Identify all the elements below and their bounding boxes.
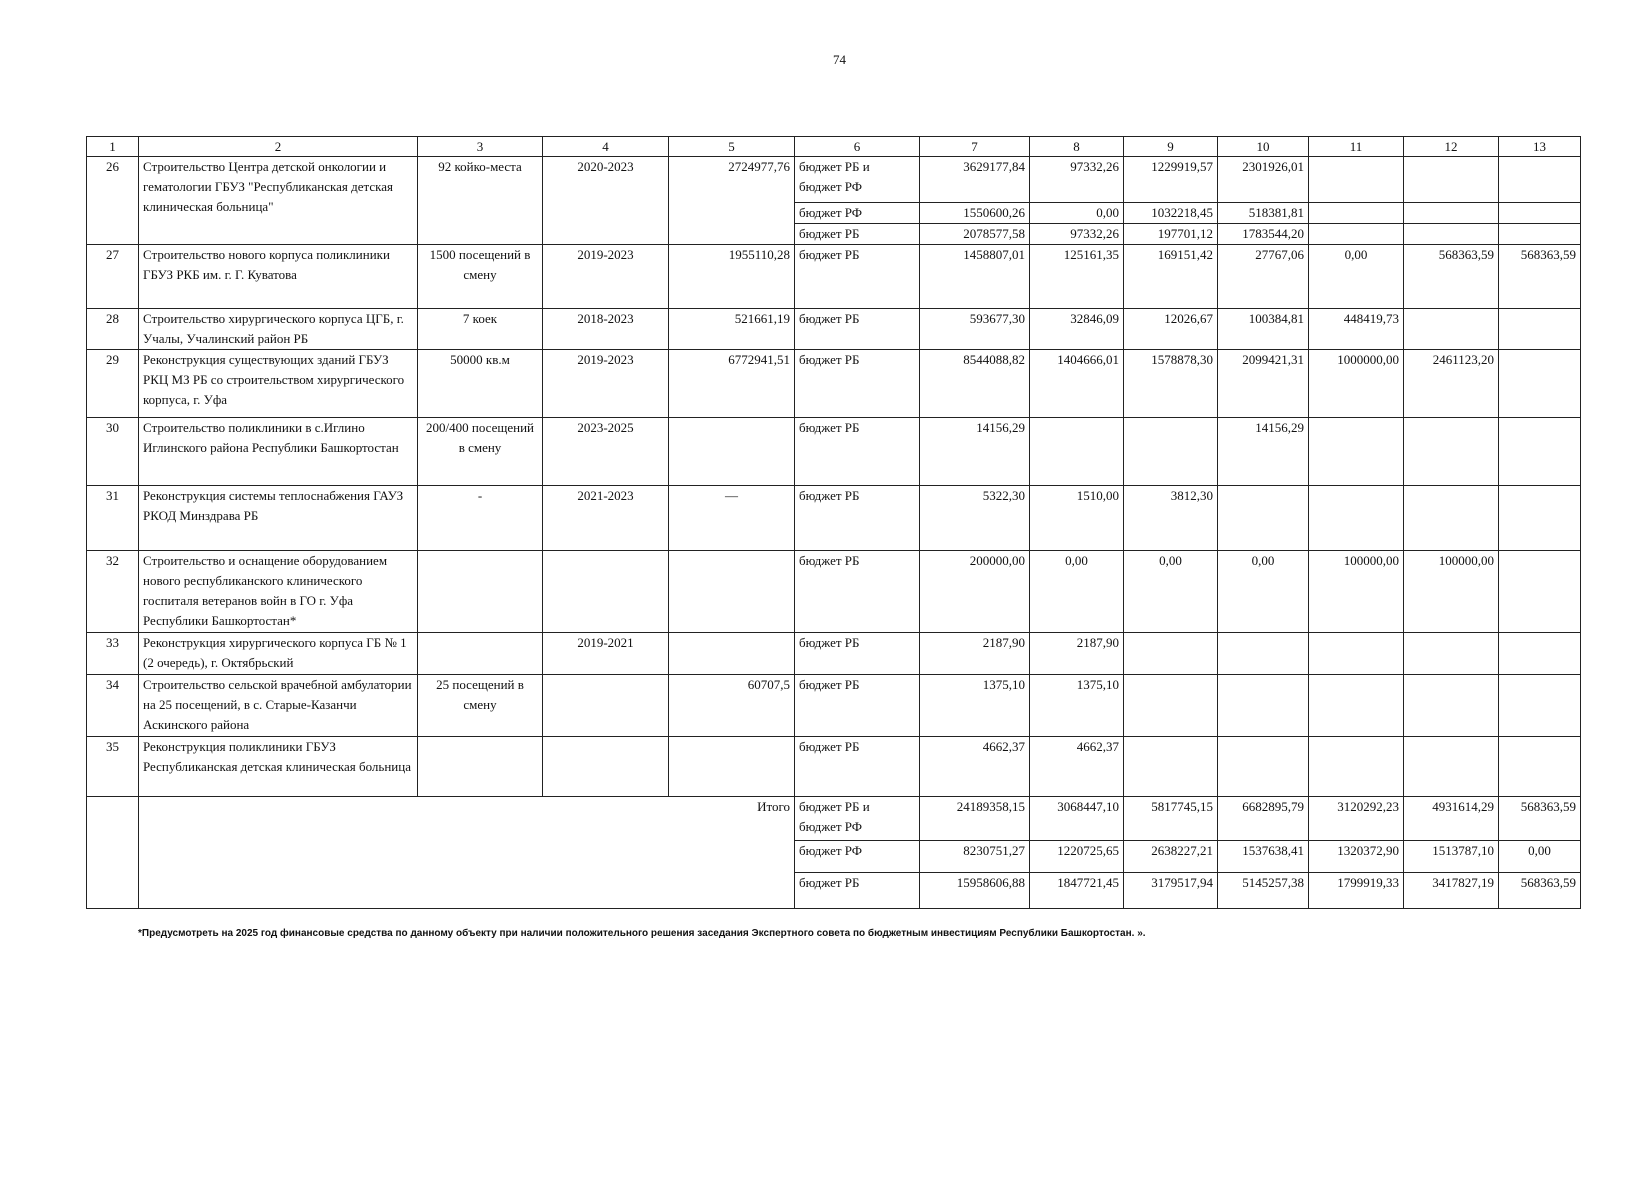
value-col-7: 593677,30 xyxy=(920,309,1030,350)
total-label: Итого xyxy=(139,797,795,909)
value-col-10 xyxy=(1218,675,1309,737)
table-row xyxy=(87,245,1581,309)
value-col-9 xyxy=(1124,737,1218,797)
value-col-9: 2638227,21 xyxy=(1124,841,1218,873)
value-col-7: 8544088,82 xyxy=(920,350,1030,418)
value-col-9: 0,00 xyxy=(1124,551,1218,633)
value-col-8: 0,00 xyxy=(1030,203,1124,224)
value-col-12 xyxy=(1404,224,1499,245)
column-number: 13 xyxy=(1499,137,1581,157)
funding-source: бюджет РБ xyxy=(795,633,920,675)
value-col-8: 97332,26 xyxy=(1030,157,1124,203)
value-col-11 xyxy=(1309,224,1404,245)
value-col-10: 0,00 xyxy=(1218,551,1309,633)
value-col-12: 2461123,20 xyxy=(1404,350,1499,418)
table-row xyxy=(87,309,1581,350)
funding-source: бюджет РБ xyxy=(795,418,920,486)
value-col-12: 100000,00 xyxy=(1404,551,1499,633)
table-row xyxy=(87,157,1581,203)
row-number: 33 xyxy=(87,633,139,675)
object-period: 2018-2023 xyxy=(543,309,669,350)
value-col-13 xyxy=(1499,224,1581,245)
object-cost: 2724977,76 xyxy=(669,157,795,245)
value-col-11 xyxy=(1309,203,1404,224)
value-col-10: 2301926,01 xyxy=(1218,157,1309,203)
object-period: 2019-2023 xyxy=(543,350,669,418)
value-col-11 xyxy=(1309,675,1404,737)
value-col-11: 100000,00 xyxy=(1309,551,1404,633)
value-col-10: 5145257,38 xyxy=(1218,873,1309,909)
value-col-11: 1799919,33 xyxy=(1309,873,1404,909)
value-col-11 xyxy=(1309,418,1404,486)
value-col-11 xyxy=(1309,157,1404,203)
value-col-10: 1537638,41 xyxy=(1218,841,1309,873)
value-col-12 xyxy=(1404,737,1499,797)
value-col-13 xyxy=(1499,157,1581,203)
object-period: 2019-2021 xyxy=(543,633,669,675)
object-name: Строительство хирургического корпуса ЦГБ, г. Учалы, Учалинский район РБ xyxy=(139,309,418,350)
value-col-12 xyxy=(1404,418,1499,486)
value-col-13 xyxy=(1499,309,1581,350)
object-capacity: 1500 посещений в смену xyxy=(418,245,543,309)
value-col-8: 1510,00 xyxy=(1030,486,1124,551)
column-number: 7 xyxy=(920,137,1030,157)
object-cost xyxy=(669,551,795,633)
object-name: Реконструкция существующих зданий ГБУЗ РКЦ МЗ РБ со строительством хирургического корпуса, г. Уфа xyxy=(139,350,418,418)
value-col-7: 5322,30 xyxy=(920,486,1030,551)
value-col-9 xyxy=(1124,418,1218,486)
row-number: 28 xyxy=(87,309,139,350)
value-col-9: 1032218,45 xyxy=(1124,203,1218,224)
value-col-7: 24189358,15 xyxy=(920,797,1030,841)
row-number: 30 xyxy=(87,418,139,486)
object-capacity: 7 коек xyxy=(418,309,543,350)
value-col-11: 448419,73 xyxy=(1309,309,1404,350)
funding-source: бюджет РФ xyxy=(795,203,920,224)
table-row xyxy=(87,737,1581,797)
column-number: 6 xyxy=(795,137,920,157)
table-row xyxy=(87,633,1581,675)
funding-source: бюджет РБ xyxy=(795,309,920,350)
value-col-12 xyxy=(1404,157,1499,203)
object-name: Реконструкция поликлиники ГБУЗ Республиканская детская клиническая больница xyxy=(139,737,418,797)
funding-source: бюджет РБ xyxy=(795,551,920,633)
value-col-8: 1404666,01 xyxy=(1030,350,1124,418)
object-capacity xyxy=(418,737,543,797)
value-col-12: 1513787,10 xyxy=(1404,841,1499,873)
funding-source: бюджет РБ xyxy=(795,737,920,797)
column-number: 1 xyxy=(87,137,139,157)
funding-source: бюджет РБ xyxy=(795,486,920,551)
object-cost: 521661,19 xyxy=(669,309,795,350)
funding-source: бюджет РБ xyxy=(795,675,920,737)
value-col-9: 3812,30 xyxy=(1124,486,1218,551)
total-row-number xyxy=(87,797,139,909)
value-col-12: 4931614,29 xyxy=(1404,797,1499,841)
value-col-12: 3417827,19 xyxy=(1404,873,1499,909)
value-col-12 xyxy=(1404,486,1499,551)
funding-source: бюджет РБ xyxy=(795,245,920,309)
value-col-9: 3179517,94 xyxy=(1124,873,1218,909)
value-col-11 xyxy=(1309,737,1404,797)
value-col-7: 1375,10 xyxy=(920,675,1030,737)
table-row xyxy=(87,350,1581,418)
value-col-10: 1783544,20 xyxy=(1218,224,1309,245)
value-col-8: 2187,90 xyxy=(1030,633,1124,675)
object-cost: 6772941,51 xyxy=(669,350,795,418)
object-period: 2019-2023 xyxy=(543,245,669,309)
row-number: 29 xyxy=(87,350,139,418)
object-cost: 1955110,28 xyxy=(669,245,795,309)
value-col-8: 125161,35 xyxy=(1030,245,1124,309)
value-col-12 xyxy=(1404,203,1499,224)
budget-table xyxy=(86,136,1581,909)
object-name: Реконструкция системы теплоснабжения ГАУЗ РКОД Минздрава РБ xyxy=(139,486,418,551)
column-number: 10 xyxy=(1218,137,1309,157)
table-row xyxy=(87,486,1581,551)
column-number: 11 xyxy=(1309,137,1404,157)
value-col-11: 3120292,23 xyxy=(1309,797,1404,841)
value-col-8: 0,00 xyxy=(1030,551,1124,633)
value-col-8: 1375,10 xyxy=(1030,675,1124,737)
value-col-7: 14156,29 xyxy=(920,418,1030,486)
object-name: Реконструкция хирургического корпуса ГБ № 1 (2 очередь), г. Октябрьский xyxy=(139,633,418,675)
total-row xyxy=(87,797,1581,841)
value-col-9: 197701,12 xyxy=(1124,224,1218,245)
funding-source: бюджет РБ и бюджет РФ xyxy=(795,157,920,203)
value-col-8: 4662,37 xyxy=(1030,737,1124,797)
funding-source: бюджет РБ xyxy=(795,873,920,909)
column-number: 8 xyxy=(1030,137,1124,157)
object-cost xyxy=(669,633,795,675)
value-col-8: 32846,09 xyxy=(1030,309,1124,350)
value-col-10 xyxy=(1218,633,1309,675)
value-col-9: 12026,67 xyxy=(1124,309,1218,350)
value-col-8: 1847721,45 xyxy=(1030,873,1124,909)
value-col-10: 100384,81 xyxy=(1218,309,1309,350)
value-col-7: 1550600,26 xyxy=(920,203,1030,224)
object-capacity: 200/400 посещений в смену xyxy=(418,418,543,486)
value-col-8: 1220725,65 xyxy=(1030,841,1124,873)
value-col-10: 14156,29 xyxy=(1218,418,1309,486)
object-capacity: 92 койко-места xyxy=(418,157,543,245)
value-col-9: 1578878,30 xyxy=(1124,350,1218,418)
table-row xyxy=(87,418,1581,486)
table-row xyxy=(87,551,1581,633)
value-col-7: 200000,00 xyxy=(920,551,1030,633)
value-col-10 xyxy=(1218,486,1309,551)
object-capacity: 25 посещений в смену xyxy=(418,675,543,737)
value-col-11: 1320372,90 xyxy=(1309,841,1404,873)
value-col-10 xyxy=(1218,737,1309,797)
value-col-12 xyxy=(1404,633,1499,675)
object-cost: — xyxy=(669,486,795,551)
column-number: 9 xyxy=(1124,137,1218,157)
value-col-11 xyxy=(1309,633,1404,675)
object-period: 2021-2023 xyxy=(543,486,669,551)
page-number: 74 xyxy=(833,52,846,67)
value-col-9: 1229919,57 xyxy=(1124,157,1218,203)
column-number-row xyxy=(87,137,1581,157)
value-col-13 xyxy=(1499,350,1581,418)
object-name: Строительство сельской врачебной амбулатории на 25 посещений, в с. Старые-Казанчи Аскинского района xyxy=(139,675,418,737)
funding-source: бюджет РБ и бюджет РФ xyxy=(795,797,920,841)
value-col-10: 27767,06 xyxy=(1218,245,1309,309)
value-col-12: 568363,59 xyxy=(1404,245,1499,309)
funding-source: бюджет РБ xyxy=(795,350,920,418)
value-col-13: 568363,59 xyxy=(1499,873,1581,909)
funding-source: бюджет РФ xyxy=(795,841,920,873)
column-number: 5 xyxy=(669,137,795,157)
object-cost xyxy=(669,418,795,486)
object-capacity: 50000 кв.м xyxy=(418,350,543,418)
object-period xyxy=(543,675,669,737)
value-col-13: 568363,59 xyxy=(1499,797,1581,841)
value-col-8: 97332,26 xyxy=(1030,224,1124,245)
object-capacity xyxy=(418,633,543,675)
row-number: 31 xyxy=(87,486,139,551)
value-col-9: 5817745,15 xyxy=(1124,797,1218,841)
value-col-9: 169151,42 xyxy=(1124,245,1218,309)
object-cost xyxy=(669,737,795,797)
value-col-7: 15958606,88 xyxy=(920,873,1030,909)
row-number: 26 xyxy=(87,157,139,245)
object-period xyxy=(543,737,669,797)
value-col-13: 568363,59 xyxy=(1499,245,1581,309)
value-col-9 xyxy=(1124,675,1218,737)
value-col-13 xyxy=(1499,737,1581,797)
value-col-12 xyxy=(1404,309,1499,350)
value-col-7: 1458807,01 xyxy=(920,245,1030,309)
value-col-11: 1000000,00 xyxy=(1309,350,1404,418)
value-col-13: 0,00 xyxy=(1499,841,1581,873)
value-col-13 xyxy=(1499,675,1581,737)
value-col-11: 0,00 xyxy=(1309,245,1404,309)
value-col-13 xyxy=(1499,203,1581,224)
value-col-7: 2187,90 xyxy=(920,633,1030,675)
object-name: Строительство нового корпуса поликлиники ГБУЗ РКБ им. г. Г. Куватова xyxy=(139,245,418,309)
value-col-10: 518381,81 xyxy=(1218,203,1309,224)
object-name: Строительство и оснащение оборудованием нового республиканского клинического госпиталя ветеранов войн в ГО г. Уфа Республики Башкортостан* xyxy=(139,551,418,633)
value-col-13 xyxy=(1499,633,1581,675)
funding-source: бюджет РБ xyxy=(795,224,920,245)
table-row xyxy=(87,675,1581,737)
column-number: 4 xyxy=(543,137,669,157)
row-number: 27 xyxy=(87,245,139,309)
footnote: *Предусмотреть на 2025 год финансовые средства по данному объекту при наличии положительного решения заседания Экспертного совета по бюджетным инвестициям Республики Башкортостан. ». xyxy=(138,928,1146,939)
value-col-7: 3629177,84 xyxy=(920,157,1030,203)
object-cost: 60707,5 xyxy=(669,675,795,737)
object-period: 2023-2025 xyxy=(543,418,669,486)
object-name: Строительство поликлиники в с.Иглино Иглинского района Республики Башкортостан xyxy=(139,418,418,486)
value-col-8: 3068447,10 xyxy=(1030,797,1124,841)
value-col-7: 8230751,27 xyxy=(920,841,1030,873)
value-col-12 xyxy=(1404,675,1499,737)
row-number: 34 xyxy=(87,675,139,737)
column-number: 2 xyxy=(139,137,418,157)
column-number: 12 xyxy=(1404,137,1499,157)
row-number: 35 xyxy=(87,737,139,797)
value-col-10: 2099421,31 xyxy=(1218,350,1309,418)
value-col-7: 4662,37 xyxy=(920,737,1030,797)
object-period: 2020-2023 xyxy=(543,157,669,245)
value-col-10: 6682895,79 xyxy=(1218,797,1309,841)
object-period xyxy=(543,551,669,633)
object-name: Строительство Центра детской онкологии и гематологии ГБУЗ "Республиканская детская клиническая больница" xyxy=(139,157,418,245)
value-col-13 xyxy=(1499,418,1581,486)
object-capacity xyxy=(418,551,543,633)
value-col-13 xyxy=(1499,551,1581,633)
column-number: 3 xyxy=(418,137,543,157)
object-capacity: - xyxy=(418,486,543,551)
value-col-7: 2078577,58 xyxy=(920,224,1030,245)
value-col-9 xyxy=(1124,633,1218,675)
value-col-8 xyxy=(1030,418,1124,486)
value-col-11 xyxy=(1309,486,1404,551)
row-number: 32 xyxy=(87,551,139,633)
value-col-13 xyxy=(1499,486,1581,551)
